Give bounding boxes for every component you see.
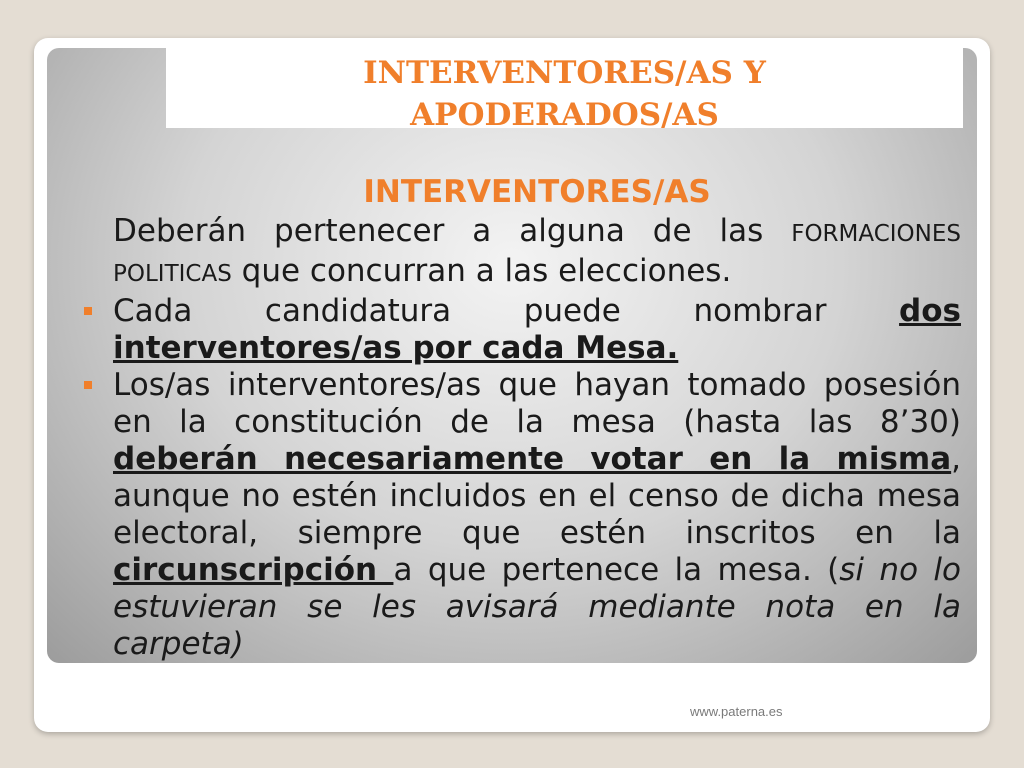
bullet-square-icon (84, 381, 92, 389)
bullet-item-2 (80, 367, 961, 663)
bullet-square-icon (84, 307, 92, 315)
subheading: INTERVENTORES/AS (363, 174, 711, 210)
bullet-2-underlined-1: deberán necesariamente votar en la misma (113, 441, 952, 477)
bullet-2-underlined-2: circunscripción (113, 552, 394, 588)
slide-body (80, 174, 961, 663)
bullet-1-text: Cada candidatura puede nombrar (113, 293, 900, 329)
intro-paragraph (113, 213, 961, 293)
intro-text-start: Deberán pertenecer a alguna de las (113, 213, 792, 249)
title-line-2: APODERADOS/AS (410, 97, 719, 133)
intro-caps-text: FORMACIONES POLITICAS (113, 221, 961, 287)
slide-title (166, 52, 963, 136)
bullet-2-text-2: , aunque no estén incluidos en el censo de dicha mesa electoral, siempre que estén inscritos en la (113, 441, 961, 551)
bullet-1-underlined: dos interventores/as por cada Mesa. (113, 293, 961, 366)
bullet-2-text-1: Los/as interventores/as que hayan tomado posesión en la constitución de la mesa (hasta las 8’30) (113, 367, 961, 440)
footer-url: www.paterna.es (690, 704, 783, 719)
bullet-2-italic: si no lo estuvieran se les avisará mediante nota en la carpeta) (113, 552, 962, 662)
bullet-item-1 (80, 293, 961, 367)
bullet-2-text-3: a que pertenece la mesa. ( (393, 552, 840, 588)
intro-text-end: que concurran a las elecciones. (231, 253, 732, 289)
title-line-1: INTERVENTORES/AS Y (363, 55, 766, 91)
